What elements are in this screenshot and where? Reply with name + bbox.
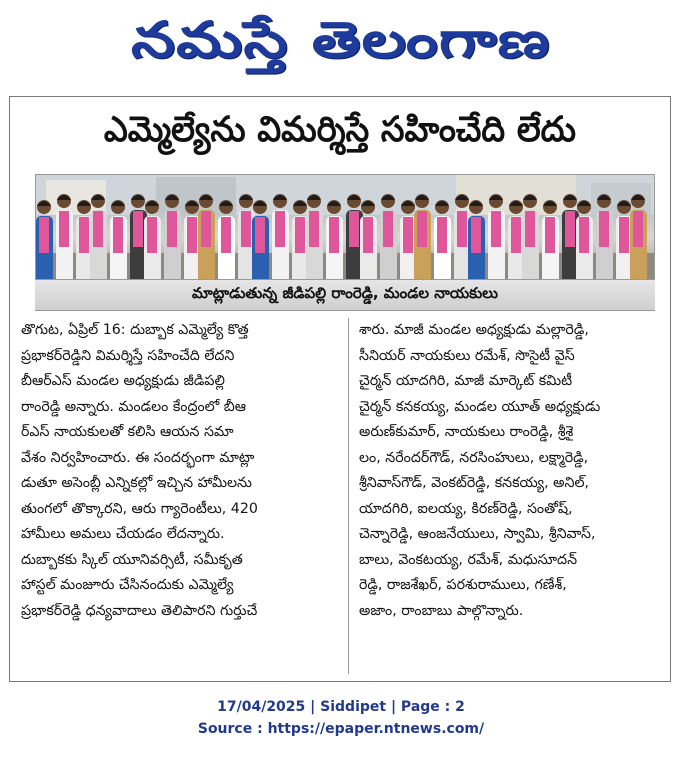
party-scarf: [633, 211, 643, 247]
body-line: శ్రీనివాస్‌గౌడ్, వెంకట్‌రెడ్డి, కనకయ్య, అనిల్,: [359, 475, 590, 491]
headline-text: ఎమ్మెల్యేను విమర్శిస్తే సహించేది లేదు: [103, 110, 577, 150]
body-line: రాంరెడ్డి అన్నారు. మండలం కేంద్రంలో బీఆ: [21, 398, 247, 415]
body-line: బీఆర్ఎస్ మండల అధ్యక్షుడు జీడిపల్లి: [21, 373, 225, 389]
article-headline: [9, 104, 671, 164]
body-line: ప్రభాకర్‌రెడ్డి ధన్యవాదాలు తెలిపారని గుర్తుచే: [21, 602, 258, 619]
body-line: తుంగలో తొక్కారని, ఆరు గ్యారెంటీలు, 420: [21, 500, 258, 517]
body-line: తొగుట, ఏప్రిల్ 16: దుబ్బాక ఎమ్మెల్యే కొత్త: [21, 322, 249, 338]
party-scarf: [255, 217, 265, 253]
group-photo-illustration: [36, 175, 655, 280]
party-scarf: [39, 217, 49, 253]
body-line: డుతూ అసెంబ్లీ ఎన్నికల్లో ఇచ్చిన హామీలను: [21, 475, 252, 491]
body-line: హామీలు అమలు చేయడం లేదన్నారు.: [21, 526, 225, 542]
party-scarf: [349, 211, 359, 247]
body-line: బాలు, వెంకటయ్య, రమేశ్, మధుసూదన్: [359, 551, 578, 568]
body-line: అరుణ్‌కుమార్, నాయకులు రాంరెడ్డి, శ్రీశై: [359, 424, 574, 440]
body-line: యాదగిరి, ఐలయ్య, కిరణ్‌రెడ్డి, సంతోష్,: [359, 500, 573, 517]
masthead-title: నమస్తే తెలంగాణ: [131, 10, 551, 69]
party-scarf: [619, 217, 629, 253]
party-scarf: [59, 211, 69, 247]
party-scarf: [525, 211, 535, 247]
body-line: చెన్నారెడ్డి, ఆంజనేయులు, స్వామి, శ్రీనివాస్,: [359, 526, 596, 542]
body-line: సీనియర్ నాయకులు రమేశ్, సొసైటీ వైస్: [359, 347, 575, 364]
body-line: ర్ఎస్ నాయకులతో కలిసి ఆయన సమా: [21, 424, 234, 440]
newspaper-masthead: [0, 0, 682, 92]
article-column-left: [15, 318, 345, 674]
party-scarf: [545, 217, 555, 253]
body-line: హాస్టల్ మంజూరు చేసినందుకు ఎమ్మెల్యే: [21, 577, 234, 593]
article-photo: [35, 174, 655, 280]
party-scarf: [187, 217, 197, 253]
body-line: రెడ్డి, రాజశేఖర్, పరశురాములు, గణేశ్,: [359, 577, 567, 593]
body-line: శారు. మాజీ మండల అధ్యక్షుడు మల్లారెడ్డి,: [359, 322, 589, 338]
body-line: అజాం, రాంబాబు పాల్గొన్నారు.: [359, 602, 524, 619]
party-scarf: [565, 211, 575, 247]
body-line: దుబ్బాకకు స్కిల్ యూనివర్సిటీ, సమీకృత: [21, 551, 243, 568]
photo-caption: [35, 280, 655, 311]
party-scarf: [201, 211, 211, 247]
photo-caption-text: మాట్లాడుతున్న జీడిపల్లి రాంరెడ్డి, మండల నాయకులు: [192, 284, 498, 302]
party-scarf: [383, 211, 393, 247]
body-line: లం, నరేందర్‌గౌడ్, నరసింహులు, లక్ష్మారెడ్డి,: [359, 449, 589, 466]
party-scarf: [79, 217, 89, 253]
party-scarf: [579, 217, 589, 253]
party-scarf: [491, 211, 501, 247]
party-scarf: [437, 217, 447, 253]
footer-date-edition-page: 17/04/2025 | Siddipet | Page : 2: [217, 699, 465, 715]
body-line: చైర్మన్ కనకయ్య, మండల యూత్ అధ్యక్షుడు: [359, 398, 601, 415]
party-scarf: [599, 211, 609, 247]
party-scarf: [93, 211, 103, 247]
party-scarf: [167, 211, 177, 247]
party-scarf: [457, 211, 467, 247]
body-line: చైర్మన్ యాదగిరి, మాజీ మార్కెట్ కమిటీ: [359, 373, 573, 389]
footer-source-link[interactable]: Source : https://epaper.ntnews.com/: [197, 721, 485, 737]
party-scarf: [403, 217, 413, 253]
party-scarf: [309, 211, 319, 247]
party-scarf: [363, 217, 373, 253]
body-line: ప్రభాకర్‌రెడ్డిని విమర్శిస్తే సహించేది లేదని: [21, 347, 235, 364]
party-scarf: [471, 217, 481, 253]
party-scarf: [275, 211, 285, 247]
party-scarf: [113, 217, 123, 253]
party-scarf: [329, 217, 339, 253]
party-scarf: [417, 211, 427, 247]
party-scarf: [241, 211, 251, 247]
party-scarf: [511, 217, 521, 253]
article-column-right: [348, 318, 668, 674]
body-line: వేశం నిర్వహించారు. ఈ సందర్భంగా మాట్లా: [21, 449, 255, 466]
party-scarf: [133, 211, 143, 247]
party-scarf: [221, 217, 231, 253]
party-scarf: [147, 217, 157, 253]
party-scarf: [295, 217, 305, 253]
page-footer: [0, 696, 682, 740]
